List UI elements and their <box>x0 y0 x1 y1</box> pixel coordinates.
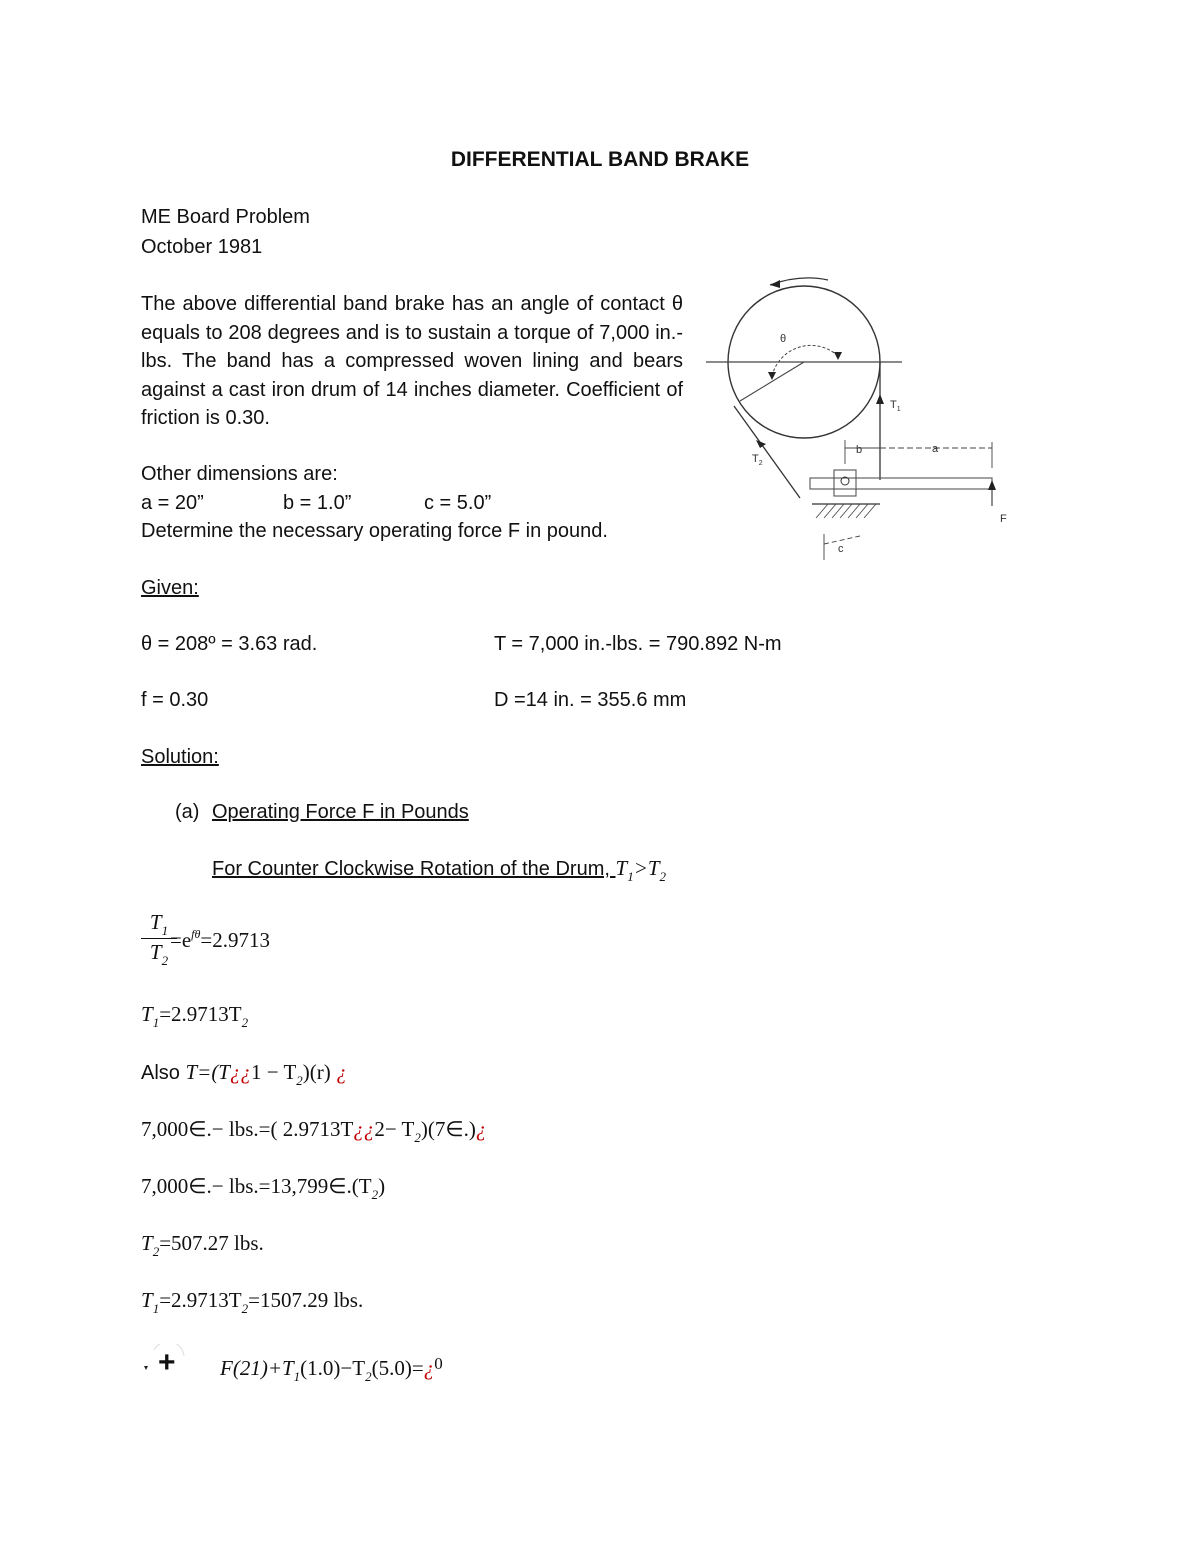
header-date: October 1981 <box>141 236 263 258</box>
t1-label: $T_1$ <box>890 399 901 413</box>
determine-statement: Determine the necessary operating force F in pound. <box>141 520 608 542</box>
theta-arrowhead-left <box>768 372 776 380</box>
problem-paragraph: The above differential band brake has an angle of contact θ equals to 208 degrees and is to sustain a torque of 7,000 in.-lbs. The band has a compressed woven lining and bears against a cast iron drum of 14 inches diameter. Coefficient of friction is 0.30. <box>141 293 683 429</box>
dimension-c: c = 5.0” <box>424 492 492 514</box>
band-t2-line <box>734 406 800 498</box>
pivot-bracket <box>834 470 856 496</box>
equation-torque-substituted: 7,000∈.− lbs.=( 2.9713T¿¿2− $T_2)(7\in.)¿$ <box>141 1117 487 1145</box>
t1-arrowhead <box>876 394 884 404</box>
ground-hatch <box>816 504 876 518</box>
moment-sign: + <box>158 1346 176 1379</box>
a-label: a <box>932 443 939 455</box>
t2-arrowhead <box>756 440 766 448</box>
given-theta: θ = 208º = 3.63 rad. <box>141 633 318 655</box>
equation-moment: $F(21)+T_1(1.0)-T_2(5.0)=¿^0$ <box>220 1354 443 1384</box>
dimension-b: b = 1.0” <box>283 492 352 514</box>
equation-torque-simplified: 7,000∈.− $lbs.=13,799\in.(T_2)$ <box>141 1174 386 1202</box>
tension-ratio-fraction: $T_1$ $T_2$ <box>141 910 177 967</box>
force-label: F <box>1000 513 1007 525</box>
force-arrowhead <box>988 480 996 490</box>
given-friction: f = 0.30 <box>141 689 209 711</box>
part-a-title: Operating Force F in Pounds <box>212 801 469 823</box>
dimension-a: a = 20” <box>141 492 204 514</box>
band-brake-figure <box>700 268 1030 578</box>
header-board-problem: ME Board Problem <box>141 206 310 228</box>
t2-label: $T_2$ <box>752 453 763 467</box>
theta-label: θ <box>780 333 787 345</box>
theta-arrowhead-right <box>834 352 842 360</box>
part-a-label: (a) <box>175 801 200 823</box>
radius-line <box>740 362 804 401</box>
tension-ratio-rhs: $=e^{f\theta}=2.9713$ <box>170 927 270 952</box>
equation-t2-result: $T_2=507.27$ lbs. <box>141 1231 264 1259</box>
other-dimensions-label: Other dimensions are: <box>141 463 338 485</box>
b-label: b <box>856 444 863 456</box>
given-heading: Given: <box>141 577 199 599</box>
theta-arc <box>772 345 838 376</box>
page-title: DIFFERENTIAL BAND BRAKE <box>450 148 750 171</box>
equation-torque: Also T=(T¿¿1 − $T_2)(r)$ ¿ <box>141 1060 347 1088</box>
ccw-rotation-line: For Counter Clockwise Rotation of the Drum, $T_1>T_2$ <box>212 856 667 884</box>
solution-heading: Solution: <box>141 746 219 768</box>
given-torque: T = 7,000 in.-lbs. = 790.892 N-m <box>494 633 782 655</box>
equation-t1: $T_1=2.9713T_2$ <box>141 1002 249 1030</box>
c-label: c <box>838 543 844 555</box>
given-diameter: D =14 in. = 355.6 mm <box>494 689 687 711</box>
ccw-text: For Counter Clockwise Rotation of the Drum, <box>212 858 616 880</box>
brake-lever <box>810 478 992 489</box>
equation-t1-result: $T_1=2.9713T_2=1507.29$ lbs. <box>141 1288 364 1316</box>
